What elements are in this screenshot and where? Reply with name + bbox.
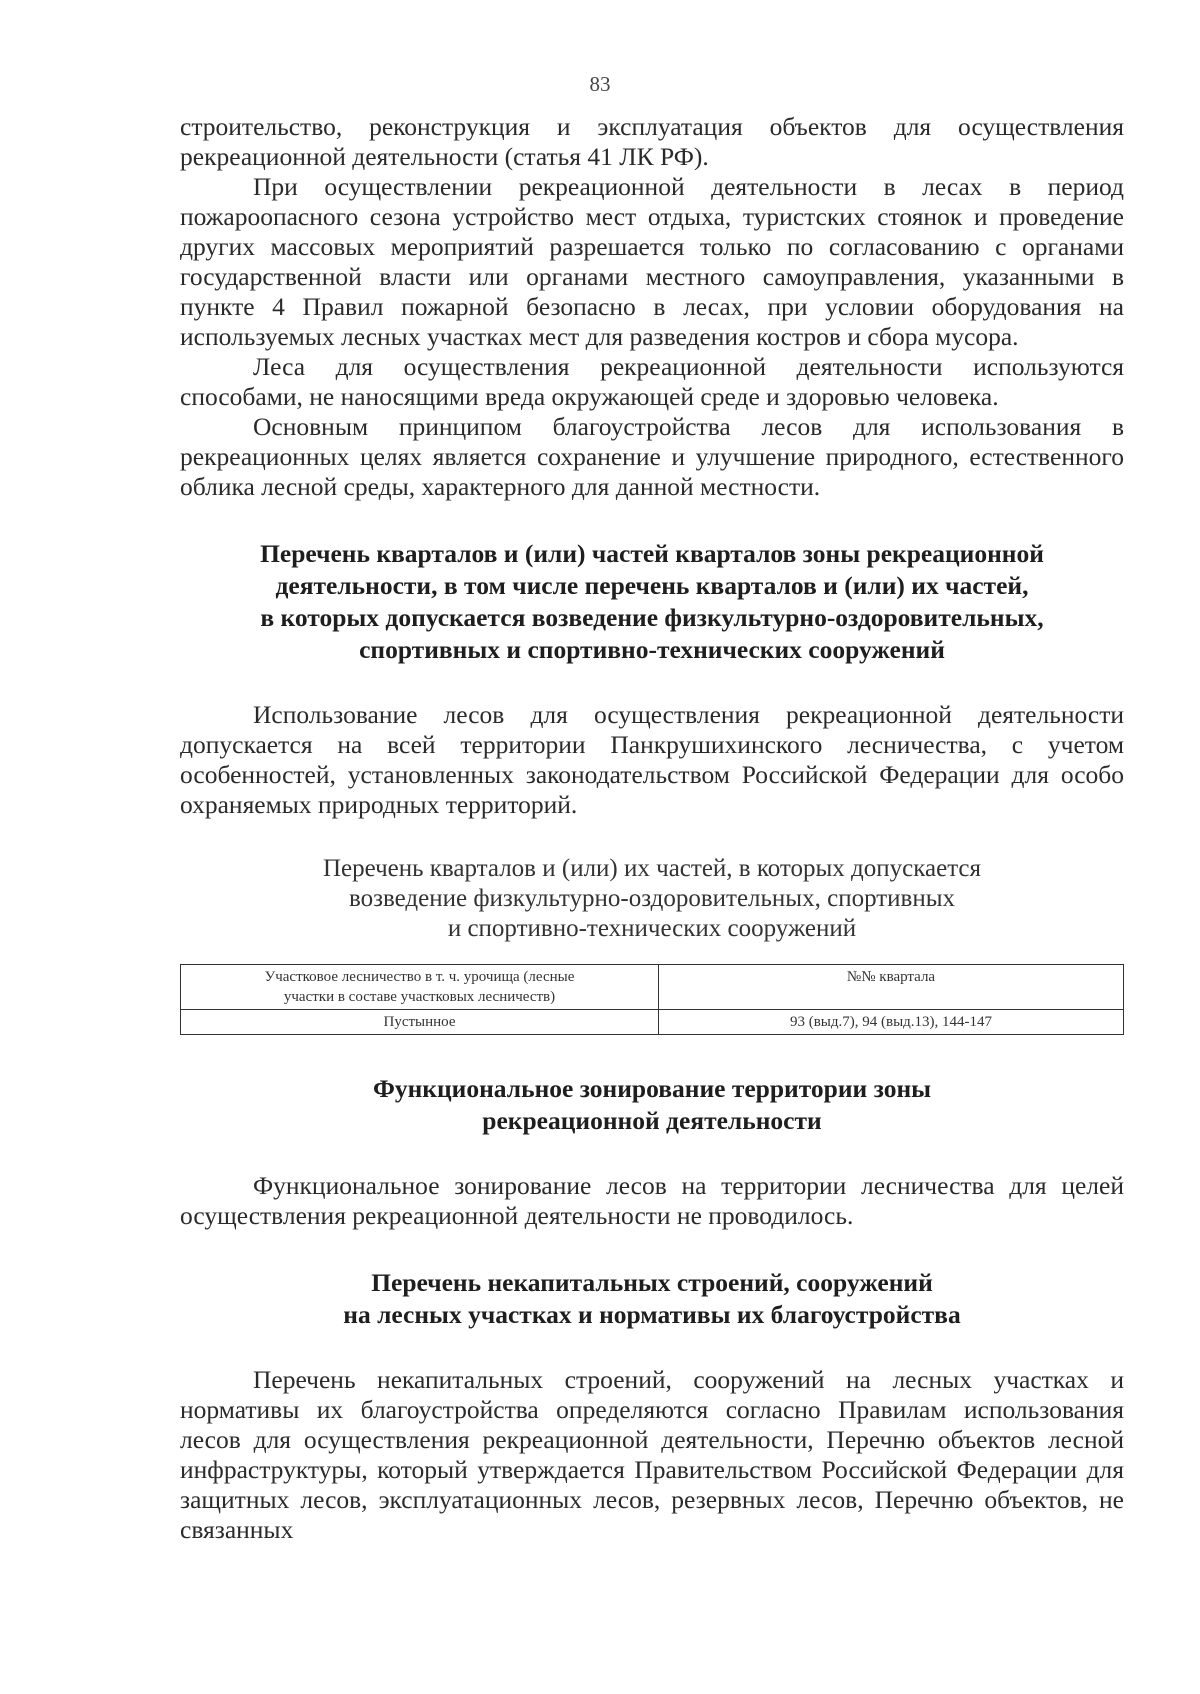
section-title-line: Функциональное зонирование территории зоны [372,1074,932,1103]
table-caption-line: Перечень кварталов и (или) их частей, в которых допускается [322,855,982,882]
paragraph-principle: Основным принципом благоустройства лесов для использования в рекреационных целях является сохранение и улучшение природного, естественного облика лесной среды, характерного для данной местности. [180,412,1124,501]
section-title-zoning [180,1073,1124,1137]
table-header-row [181,965,1124,1010]
header-forestry: Участковое лесничество в т. ч. урочища (лесные участки в составе участковых лесничеств) [181,965,659,1010]
section-title-line: рекреационной деятельности [482,1106,822,1135]
paragraph-continuation: строительство, реконструкция и эксплуатация объектов для осуществления рекреационной деятельности (статья 41 ЛК РФ). [180,112,1124,171]
section-title-structures [180,1267,1124,1331]
page-number: 83 [589,72,611,96]
paragraph-methods: Леса для осуществления рекреационной деятельности используются способами, не наносящими вреда окружающей среде и здоровью человека. [180,352,1124,411]
section-title-line: Перечень некапитальных строений, сооружений [371,1268,933,1297]
section-title-line: Перечень кварталов и (или) частей кварталов зоны рекреационной [260,539,1044,568]
paragraph-fire-season: При осуществлении рекреационной деятельности в лесах в период пожароопасного сезона устройство мест отдыха, туристских стоянок и проведение других массовых мероприятий разрешается только по согласованию с органами государственной власти или органами местного самоуправления, указанными в пункте 4 Правил пожарной безопасно в лесах, при условии оборудования на используемых лесных участках мест для разведения костров и сбора мусора. [180,172,1124,351]
section-title-line: в которых допускается возведение физкультурно-оздоровительных, [260,603,1044,632]
cell-forestry: Пустынное [181,1010,659,1035]
table-caption [180,854,1124,944]
table-caption-line: возведение физкультурно-оздоровительных, спортивных [348,885,956,912]
section-title-line: спортивных и спортивно-технических сооружений [359,635,945,664]
table-row [181,1010,1124,1035]
paragraph-zoning: Функциональное зонирование лесов на территории лесничества для целей осуществления рекреационной деятельности не проводилось. [180,1171,1124,1230]
section-title-quarters [180,538,1124,666]
cell-quarters: 93 (выд.7), 94 (выд.13), 144-147 [659,1010,1124,1035]
paragraph-structures: Перечень некапитальных строений, сооружений на лесных участках и нормативы их благоустройства определяются согласно Правилам использования лесов для осуществления рекреационной деятельности, Перечню объектов лесной инфраструктуры, который утверждается Правительством Российской Федерации для защитных лесов, эксплуатационных лесов, резервных лесов, Перечню объектов, не связанных [180,1365,1124,1544]
section-title-line: на лесных участках и нормативы их благоустройства [343,1300,961,1329]
section-title-line: деятельности, в том числе перечень кварталов и (или) их частей, [275,571,1029,600]
paragraph-territory: Использование лесов для осуществления рекреационной деятельности допускается на всей территории Панкрушихинского лесничества, с учетом особенностей, установленных законодательством Российской Федерации для особо охраняемых природных территорий. [180,700,1124,819]
quarters-table [180,964,1124,1035]
table-caption-line: и спортивно-технических сооружений [447,915,857,942]
header-quarters: №№ квартала [659,965,1124,1010]
page-content [180,112,1124,1545]
